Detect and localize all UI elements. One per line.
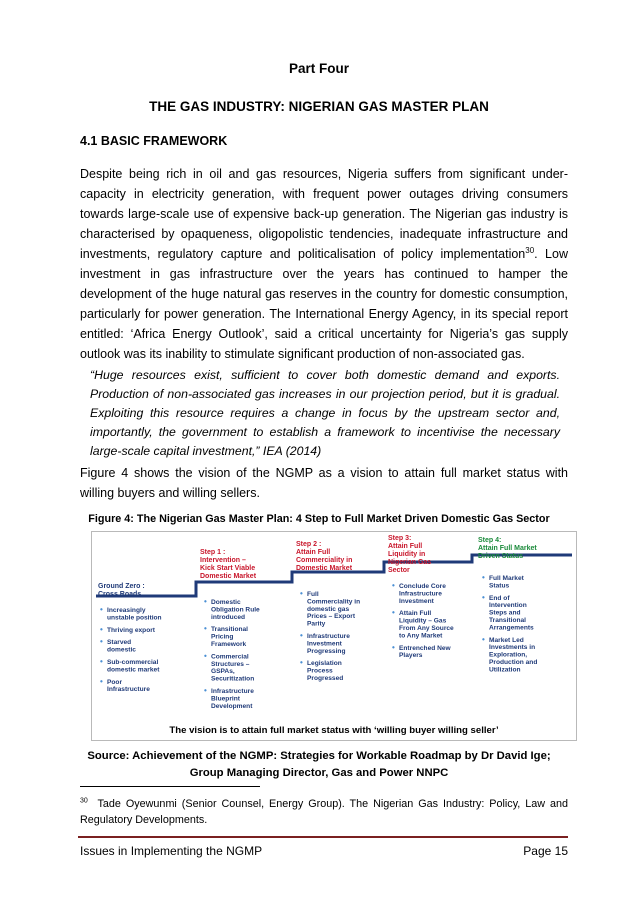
step2-item-1: Infrastructure Investment Progressing [307, 633, 350, 655]
step3-bullet-1: • [392, 608, 395, 618]
step1-bullet-3: • [204, 686, 207, 695]
ground-zero-bullet-4: • [100, 676, 103, 686]
footnote-divider [80, 786, 260, 787]
ground-zero-item-0: Increasingly unstable position [107, 607, 162, 622]
step3-bullet-2: • [392, 642, 395, 652]
figure-caption: Figure 4: The Nigerian Gas Master Plan: 4 Step to Full Market Driven Domestic Gas Sector [88, 513, 550, 525]
step1-bullet-2: • [204, 651, 207, 661]
ground-zero-title: Ground Zero : Cross Roads [98, 583, 145, 598]
footnote [80, 796, 568, 828]
step2-bullet-1: • [300, 631, 303, 640]
paragraph-text-continued: . Low investment in gas infrastructure over the years has continued to hamper the development of the huge natural gas reserves in the country for domestic consumption, particularly for power generation. The International Energy Agency, in its special report entitled: ‘Africa Energy Outlook’, said a critical uncertainty for Nigeria’s gas supply outlook was its inability to stimulate significant production of non-associated gas. [80, 247, 568, 361]
step4-item-2: Market Led Investments in Exploration, Production and Utilization [489, 636, 538, 674]
footnote-number: 30 [80, 797, 88, 805]
footer-rule [78, 836, 568, 838]
footnote-reference[interactable]: 30 [525, 245, 535, 255]
figure-ngmp-steps [91, 531, 577, 741]
step2-bullet-0: • [300, 589, 303, 598]
step4-bullet-1: • [482, 592, 485, 602]
step2-item-0: Full Commerciality in domestic gas Prices – Export Parity [307, 591, 361, 628]
ground-zero-item-2: Starved domestic [107, 639, 136, 654]
step1-item-2: Commercial Structures – GSPAs, Securitization [211, 653, 255, 683]
step3-title: Step 3: Attain Full Liquidity in Nigerian Gas Sector [388, 535, 432, 574]
step4-bullet-0: • [482, 573, 485, 582]
page-number: Page 15 [523, 844, 568, 858]
body-paragraph-1 [80, 164, 568, 364]
ground-zero-item-3: Sub-commercial domestic market [107, 659, 160, 674]
step1-bullet-1: • [204, 624, 207, 634]
ground-zero-bullet-0: • [100, 605, 103, 614]
step3-item-2: Entrenched New Players [399, 644, 451, 660]
step1-title: Step 1 : Intervention – Kick Start Viable Domestic Market [200, 549, 257, 580]
ground-zero-item-1: Thriving export [107, 626, 155, 634]
step1-item-0: Domestic Obligation Rule introduced [211, 599, 260, 621]
step3-item-1: Attain Full Liquidity – Gas From Any Source to Any Market [399, 610, 454, 640]
chapter-title: THE GAS INDUSTRY: NIGERIAN GAS MASTER PLAN [149, 99, 489, 114]
step4-bullet-2: • [482, 634, 485, 644]
section-heading: 4.1 BASIC FRAMEWORK [80, 134, 228, 148]
step1-item-1: Transitional Pricing Framework [211, 626, 249, 648]
body-paragraph-2: Figure 4 shows the vision of the NGMP as a vision to attain full market status with willing buyers and willing sellers. [80, 466, 568, 500]
step4-item-1: End of Intervention Steps and Transitional Arrangements [489, 594, 534, 632]
step4-title: Step 4: Attain Full Market Driven Status [478, 537, 537, 560]
staircase-diagram [92, 532, 576, 740]
step4-item-0: Full Market Status [489, 575, 524, 590]
step2-item-2: Legislation Process Progressed [307, 660, 344, 682]
ground-zero-bullet-1: • [100, 624, 103, 634]
source-line-2: Group Managing Director, Gas and Power NNPC [189, 767, 449, 779]
paragraph-text: Despite being rich in oil and gas resources, Nigeria suffers from significant under-capacity in electricity generation, with frequent power outages driving consumers towards large-scale use of expensive back-up generation. The Nigerian gas industry is characterised by opaqueness, oligopolistic tendencies, inadequate infrastructure and investments, regulatory capture and politicalisation of policy implementation [80, 167, 568, 261]
footer-title: Issues in Implementing the NGMP [80, 844, 263, 858]
step3-item-0: Conclude Core Infrastructure Investment [399, 583, 446, 605]
step3-bullet-0: • [392, 581, 395, 590]
footnote-text: Tade Oyewunmi (Senior Counsel, Energy Group). The Nigerian Gas Industry: Policy, Law and Regulatory Developments. [80, 798, 568, 826]
ground-zero-bullet-2: • [100, 637, 103, 647]
ground-zero-bullet-3: • [100, 657, 103, 666]
figure-source [60, 748, 578, 782]
step2-bullet-2: • [300, 658, 303, 668]
step1-item-3: Infrastructure Blueprint Development [211, 688, 254, 710]
block-quote: “Huge resources exist, sufficient to cover both domestic demand and exports. Production of non-associated gas increases in our projection period, but it is gradual. Exploiting this resource requires a change in focus by the upstream sector and, importantly, the government to establish a framework to incentivise the necessary large-scale capital investment,” IEA (2014) [90, 368, 560, 458]
step1-bullet-0: • [204, 597, 207, 606]
ground-zero-item-4: Poor Infrastructure [107, 678, 150, 694]
source-line-1: Source: Achievement of the NGMP: Strategies for Workable Roadmap by Dr David Ige; [87, 750, 551, 762]
vision-banner: The vision is to attain full market status with ‘willing buyer willing seller’ [169, 725, 499, 736]
step2-title: Step 2 : Attain Full Commerciality in Domestic Market [296, 541, 353, 572]
part-heading: Part Four [288, 61, 349, 76]
